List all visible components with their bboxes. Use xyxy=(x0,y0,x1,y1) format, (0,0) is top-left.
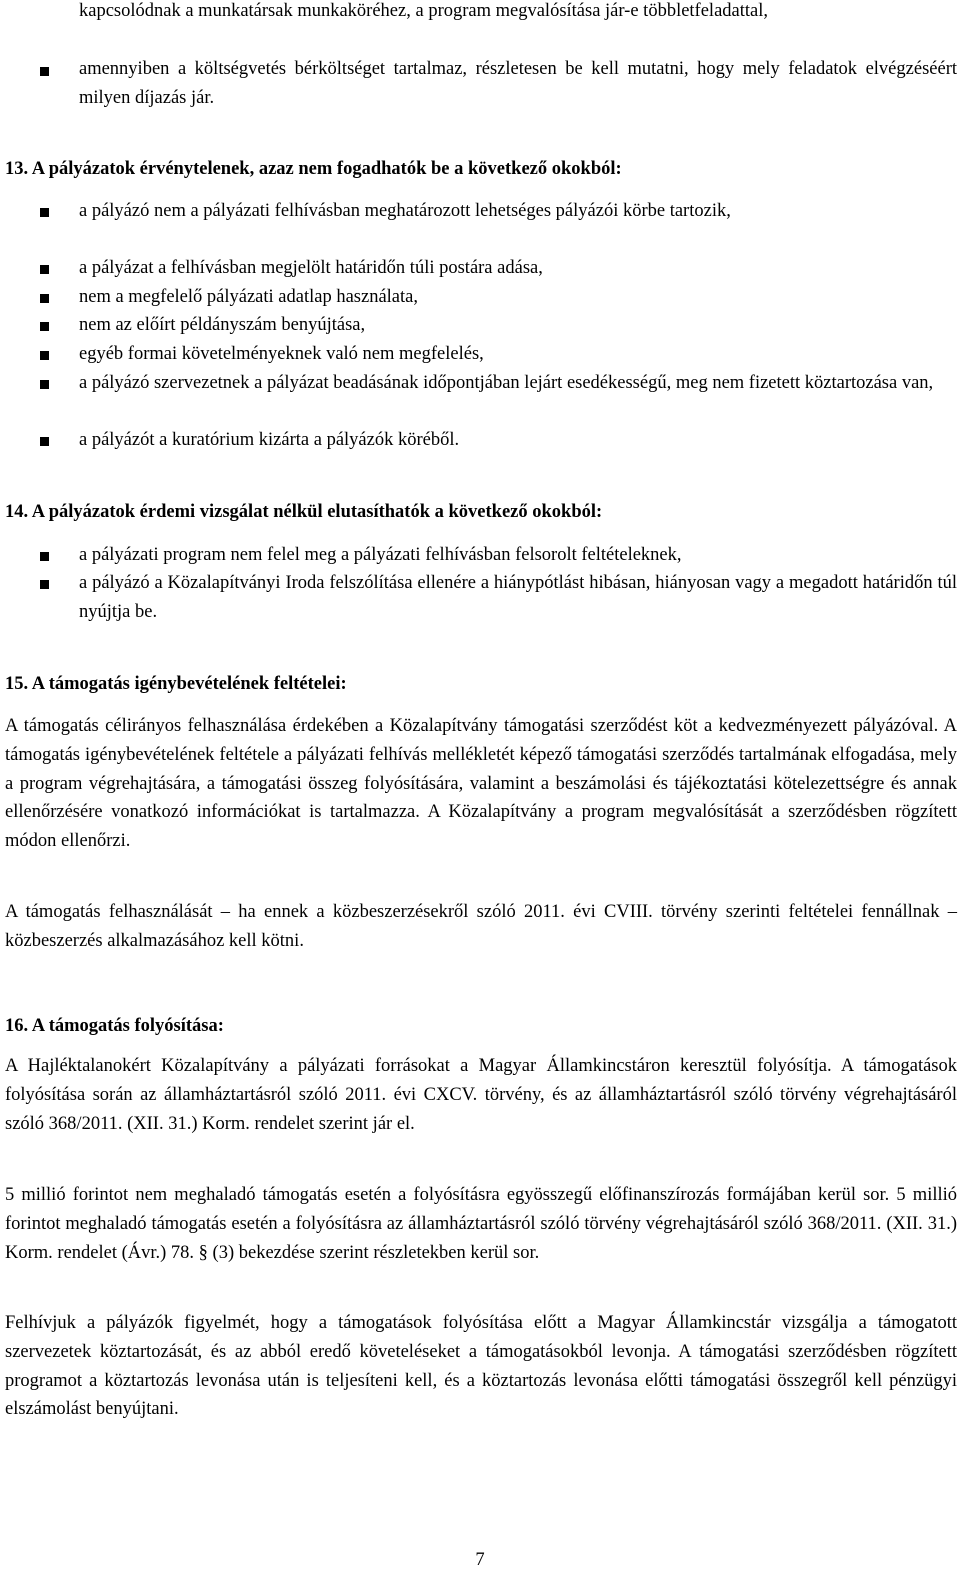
page-number: 7 xyxy=(475,1550,485,1570)
bullet-icon xyxy=(40,552,49,561)
list-item: nem az előírt példányszám benyújtása, xyxy=(79,315,366,335)
section-number: 15. xyxy=(5,674,29,694)
continued-list-text: kapcsolódnak a munkatársak munkaköréhez, a program megvalósítása jár-e többletfeladattal, xyxy=(79,1,768,21)
list-item: a pályázót a kuratórium kizárta a pályázók köréből. xyxy=(79,430,460,450)
section-13-heading xyxy=(5,155,622,184)
list-item: a pályázati program nem felel meg a pályázati felhívásban felsorolt feltételeknek, xyxy=(79,545,682,565)
list-item: egyéb formai követelményeknek való nem megfelelés, xyxy=(79,344,484,364)
list-item: a pályázat a felhívásban megjelölt határidőn túli postára adása, xyxy=(79,258,543,278)
section-number: 16. xyxy=(5,1016,29,1036)
section-15-heading xyxy=(5,670,347,699)
section-number: 14. xyxy=(5,502,29,522)
list-item: a pályázó szervezetnek a pályázat beadásának időpontjában lejárt esedékességű, meg nem fizetett köztartozása van, xyxy=(79,373,934,393)
section-14-heading xyxy=(5,498,602,527)
section-number: 13. xyxy=(5,159,29,179)
bullet-icon xyxy=(40,351,49,360)
bullet-icon xyxy=(40,380,49,389)
bullet-icon xyxy=(40,322,49,331)
list-item: amennyiben a költségvetés bérköltséget tartalmaz, részletesen be kell mutatni, hogy mely feladatok elvégzéséért milyen díjazás jár. xyxy=(79,59,957,108)
paragraph: A Hajléktalanokért Közalapítvány a pályázati forrásokat a Magyar Államkincstáron keresztül folyósítja. A támogatások folyósítása során az államháztartásról szóló 2011. évi CXCV. törvény, és az államháztartásról szóló törvény végrehajtásáról szóló 368/2011. (XII. 31.) Korm. rendelet szerint jár el. xyxy=(5,1056,957,1134)
paragraph: Felhívjuk a pályázók figyelmét, hogy a támogatások folyósítása előtt a Magyar Államkincstár vizsgálja a támogatott szervezetek köztartozását, és az abból eredő követeléseket a támogatásokból levonja. A támogatási szerződésben rögzített programot a köztartozás levonása után is teljesíteni kell, és a köztartozás levonása előtti támogatási összegről kell pénzügyi elszámolást benyújtani. xyxy=(5,1313,957,1420)
paragraph: A támogatás felhasználását – ha ennek a közbeszerzésekről szóló 2011. évi CVIII. törvény szerinti feltételei fennállnak – közbeszerzés alkalmazásához kell kötni. xyxy=(5,902,957,951)
bullet-icon xyxy=(40,208,49,217)
section-title: A támogatás igénybevételének feltételei: xyxy=(31,674,347,694)
section-16-heading xyxy=(5,1012,224,1041)
list-item: a pályázó a Közalapítványi Iroda felszólítása ellenére a hiánypótlást hibásan, hiányosan vagy a megadott határidőn túl nyújtja be. xyxy=(79,573,957,622)
paragraph: 5 millió forintot nem meghaladó támogatás esetén a folyósításra egyösszegű előfinanszírozás formájában kerül sor. 5 millió forintot meghaladó támogatás esetén a folyósításra az államháztartásról szóló törvény végrehajtásáról szóló 368/2011. (XII. 31.) Korm. rendelet (Ávr.) 78. § (3) bekezdése szerint részletekben kerül sor. xyxy=(5,1185,957,1263)
bullet-icon xyxy=(40,437,49,446)
section-title: A pályázatok érvénytelenek, azaz nem fogadhatók be a következő okokból: xyxy=(31,159,622,179)
list-item: nem a megfelelő pályázati adatlap használata, xyxy=(79,287,418,307)
paragraph: A támogatás célirányos felhasználása érdekében a Közalapítvány támogatási szerződést köt a kedvezményezett pályázóval. A támogatás igénybevételének feltétele a pályázati felhívás mellékletét képező támogatási szerződés tartalmának elfogadása, mely a program végrehajtására, a támogatási összeg folyósítására, valamint a beszámolási és tájékoztatási kötelezettségre és annak ellenőrzésére vonatkozó információkat is tartalmazza. A Közalapítvány a program megvalósítását a szerződésben rögzített módon ellenőrzi. xyxy=(5,716,957,852)
bullet-icon xyxy=(40,67,49,76)
bullet-icon xyxy=(40,580,49,589)
bullet-icon xyxy=(40,265,49,274)
bullet-icon xyxy=(40,294,49,303)
section-title: A pályázatok érdemi vizsgálat nélkül elutasíthatók a következő okokból: xyxy=(31,502,603,522)
section-title: A támogatás folyósítása: xyxy=(31,1016,224,1036)
list-item: a pályázó nem a pályázati felhívásban meghatározott lehetséges pályázói körbe tartozik, xyxy=(79,201,731,221)
